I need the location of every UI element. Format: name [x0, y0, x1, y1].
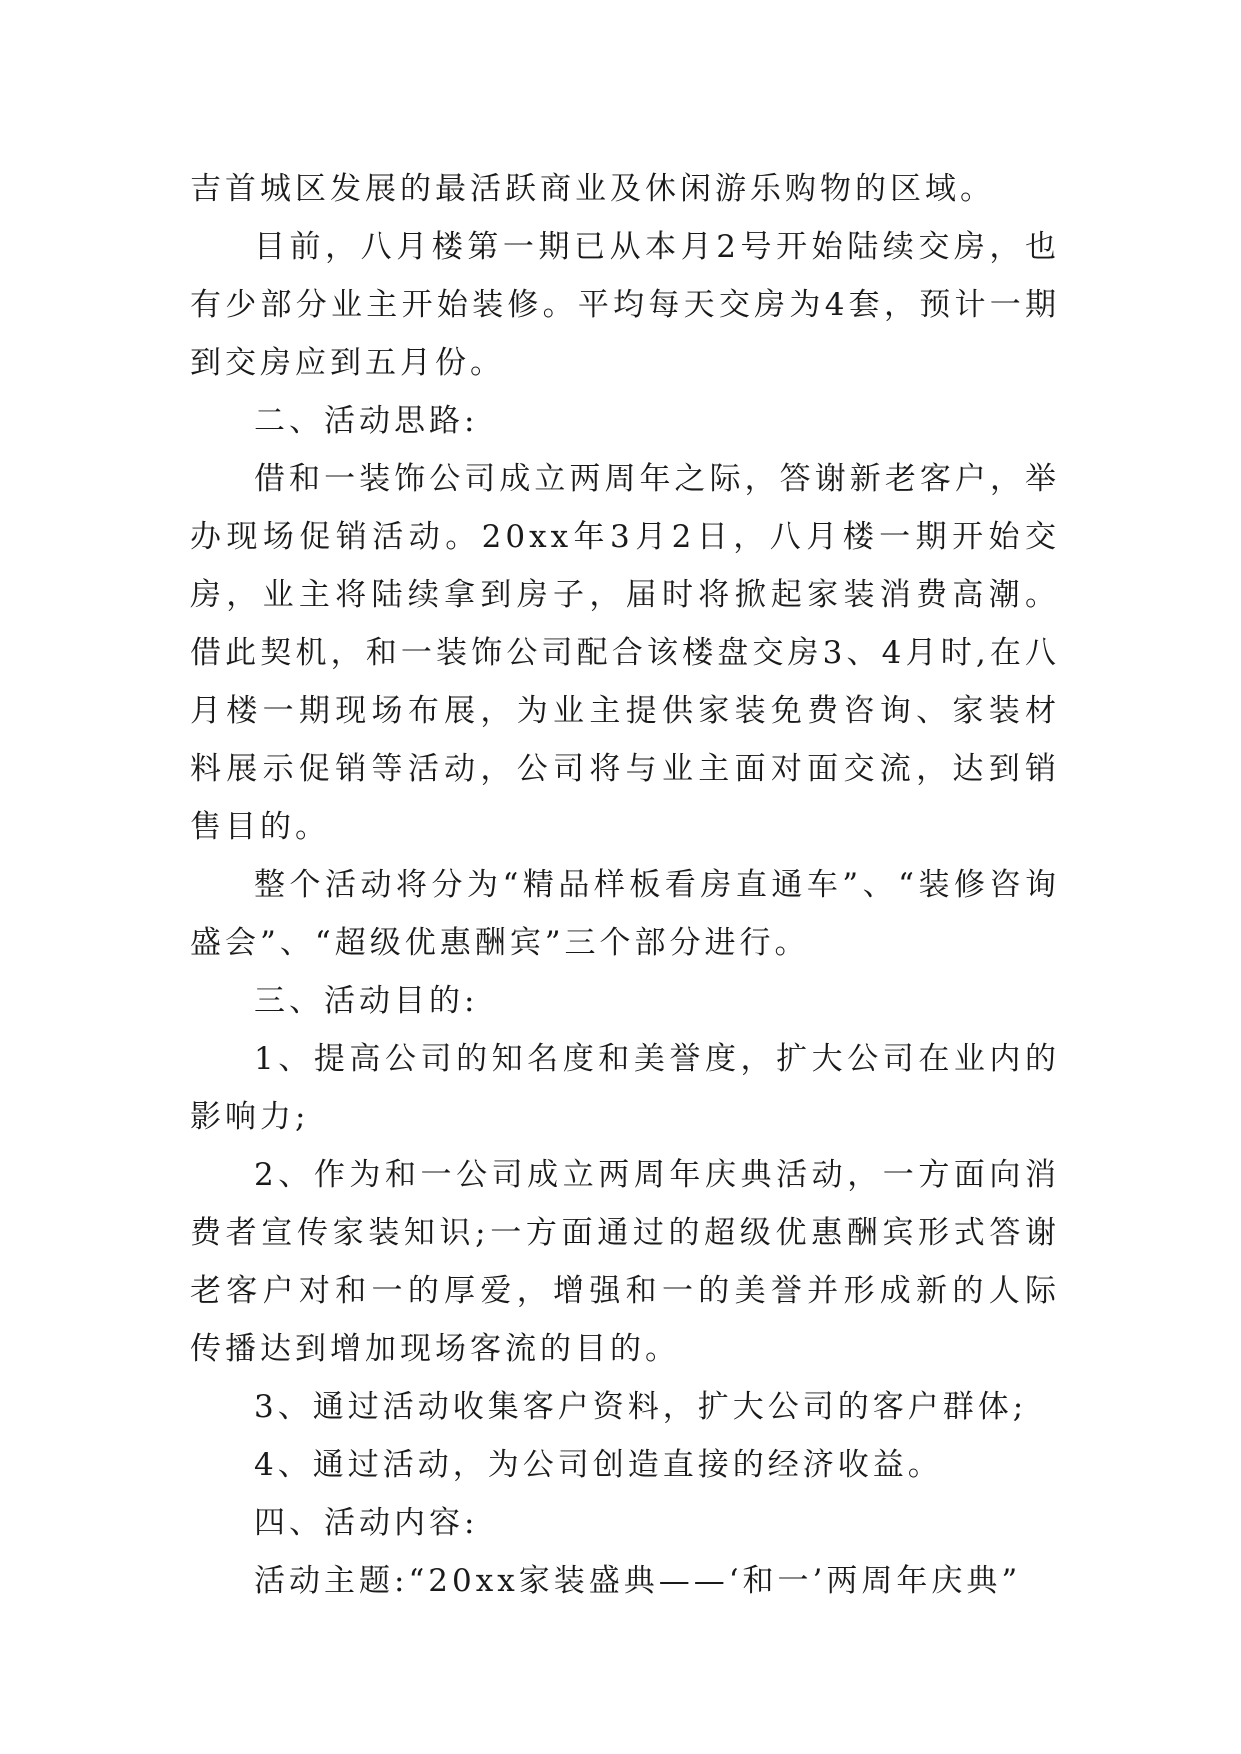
purpose-item-1: 1、提高公司的知名度和美誉度，扩大公司在业内的影响力;	[190, 1041, 1060, 1135]
paragraph-activity-parts: 整个活动将分为“精品样板看房直通车”、“装修咨询盛会”、“超级优惠酬宾”三个部分进行。	[190, 867, 1060, 961]
heading-activity-content: 四、活动内容:	[254, 1505, 479, 1541]
paragraph-delivery-status: 目前，八月楼第一期已从本月2号开始陆续交房，也有少部分业主开始装修。平均每天交房为4套，预计一期到交房应到五月份。	[190, 229, 1060, 381]
paragraph-activity-idea: 借和一装饰公司成立两周年之际，答谢新老客户，举办现场促销活动。20xx年3月2日，八月楼一期开始交房，业主将陆续拿到房子，届时将掀起家装消费高潮。借此契机，和一装饰公司配合该楼盘交房3、4月时,在八月楼一期现场布展，为业主提供家装免费咨询、家装材料展示促销等活动，公司将与业主面对面交流，达到销售目的。	[190, 461, 1060, 845]
activity-theme: 活动主题:“20xx家装盛典——‘和一’两周年庆典”	[254, 1563, 1022, 1599]
paragraph-continuation: 吉首城区发展的最活跃商业及休闲游乐购物的区域。	[190, 171, 995, 207]
heading-activity-idea: 二、活动思路:	[254, 403, 479, 439]
purpose-item-4: 4、通过活动，为公司创造直接的经济收益。	[254, 1447, 943, 1483]
document-body	[190, 160, 1060, 1610]
heading-activity-purpose: 三、活动目的:	[254, 983, 479, 1019]
purpose-item-3: 3、通过活动收集客户资料，扩大公司的客户群体;	[254, 1389, 1028, 1425]
purpose-item-2: 2、作为和一公司成立两周年庆典活动，一方面向消费者宣传家装知识;一方面通过的超级优惠酬宾形式答谢老客户对和一的厚爱，增强和一的美誉并形成新的人际传播达到增加现场客流的目的。	[190, 1157, 1060, 1367]
